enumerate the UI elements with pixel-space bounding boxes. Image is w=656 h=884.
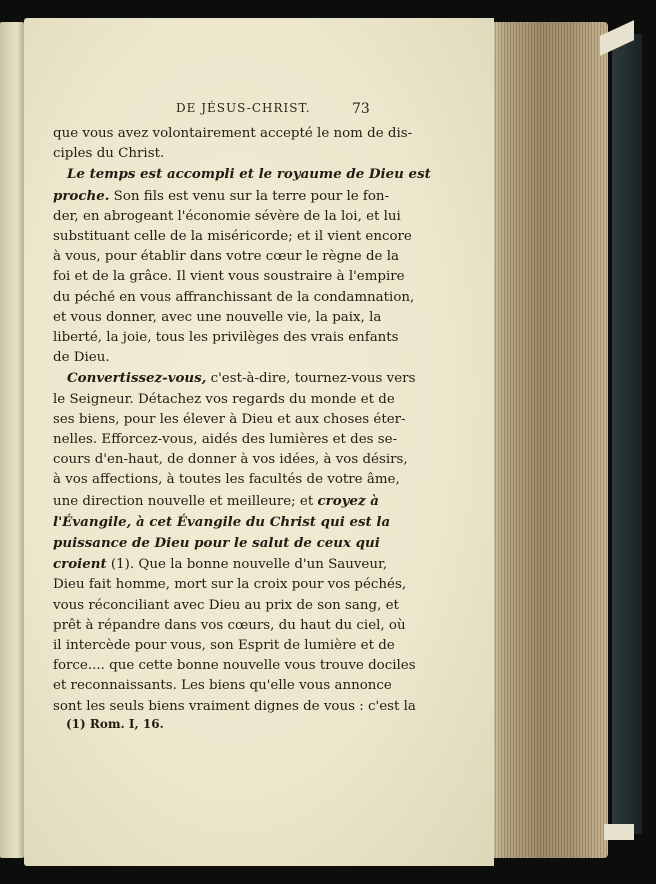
text-line: puissance de Dieu pour le salut de ceux qui <box>53 535 380 552</box>
text-line: ses biens, pour les élever à Dieu et aux choses éter- <box>53 411 406 427</box>
text-line: nelles. Efforcez-vous, aidés des lumières et des se- <box>53 432 398 448</box>
bookmark-tab-bottom <box>604 824 634 840</box>
text-line: que vous avez volontairement accepté le nom de dis- <box>53 126 413 141</box>
book-cover-edge <box>612 34 642 834</box>
footnote: (1) Rom. I, 16. <box>66 717 164 731</box>
text-line: l'Évangile, à cet Évangile du Christ qui est la <box>53 513 391 530</box>
text-line: prêt à répandre dans vos cœurs, du haut du ciel, où <box>53 617 406 633</box>
text-line: et reconnaissants. Les biens qu'elle vous annonce <box>53 678 392 694</box>
text-line: à vos affections, à toutes les facultés de votre âme, <box>53 472 400 488</box>
text-line: croient (1). Que la bonne nouvelle d'un Sauveur, <box>53 556 388 573</box>
text-line: der, en abrogeant l'économie sévère de la loi, et lui <box>53 208 401 224</box>
text-line: il intercède pour vous, son Esprit de lumière et de <box>53 638 395 654</box>
text-line: force.... que cette bonne nouvelle vous trouve dociles <box>53 658 416 674</box>
text-line: et vous donner, avec une nouvelle vie, la paix, la <box>53 309 382 325</box>
text-line: substituant celle de la miséricorde; et il vient encore <box>53 229 412 245</box>
page-number: 73 <box>352 101 370 117</box>
running-header: DE JÉSUS-CHRIST. <box>176 101 311 115</box>
text-line: Dieu fait homme, mort sur la croix pour vos péchés, <box>53 577 407 593</box>
text-line: liberté, la joie, tous les privilèges des vrais enfants <box>53 330 399 346</box>
text-line: cours d'en-haut, de donner à vos idées, à vos désirs, <box>53 452 408 468</box>
text-line: du péché en vous affranchissant de la condamnation, <box>53 289 415 305</box>
text-line: Le temps est accompli et le royaume de Dieu est <box>67 166 431 183</box>
text-line: Convertissez-vous, c'est-à-dire, tournez-vous vers <box>67 370 416 387</box>
text-line: ciples du Christ. <box>53 146 165 162</box>
text-line: à vous, pour établir dans votre cœur le règne de la <box>53 249 399 265</box>
text-line: le Seigneur. Détachez vos regards du monde et de <box>53 391 395 407</box>
facing-page-edge <box>0 22 24 858</box>
text-line: sont les seuls biens vraiment dignes de vous : c'est la <box>53 698 416 714</box>
body-text <box>53 124 431 717</box>
text-line: foi et de la grâce. Il vient vous soustraire à l'empire <box>53 269 405 285</box>
text-line: une direction nouvelle et meilleure; et croyez à <box>53 492 379 509</box>
text-line: vous réconciliant avec Dieu au prix de son sang, et <box>53 597 399 613</box>
text-line: proche. Son fils est venu sur la terre pour le fon- <box>53 187 390 204</box>
text-line: de Dieu. <box>53 350 110 366</box>
book-page-edges <box>486 22 608 858</box>
